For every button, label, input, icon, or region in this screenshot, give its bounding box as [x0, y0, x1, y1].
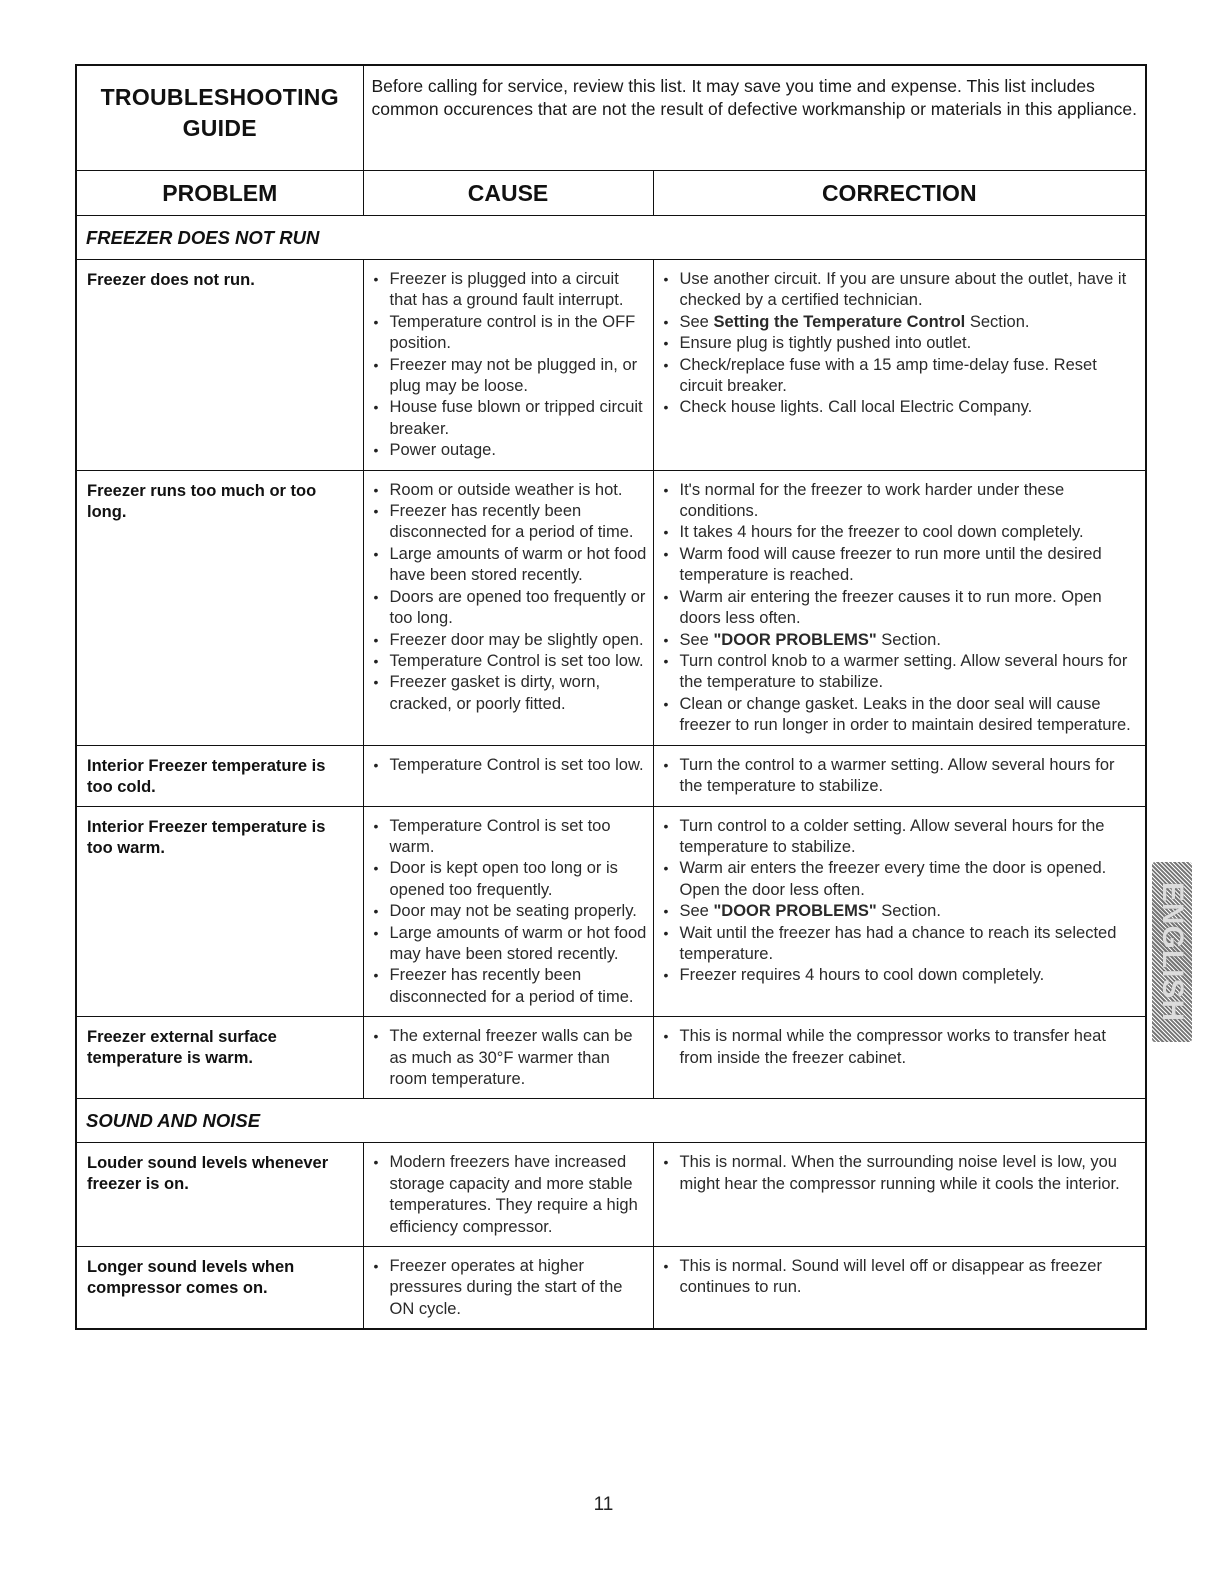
problem-cell: Interior Freezer temperature is too cold.	[76, 745, 363, 806]
correction-text: Section.	[876, 630, 941, 649]
cause-list	[372, 269, 647, 462]
correction-cell	[653, 1247, 1146, 1330]
guide-title-line2: GUIDE	[182, 115, 257, 141]
cause-item: • Freezer has recently been disconnected for a period of time.	[372, 965, 647, 1008]
correction-list	[662, 269, 1140, 419]
correction-item: • Clean or change gasket. Leaks in the door seal will cause freezer to run longer in order to maintain desired temperature.	[662, 694, 1140, 737]
problem-cell: Louder sound levels whenever freezer is on.	[76, 1143, 363, 1247]
cause-cell	[363, 1143, 653, 1247]
guide-title-line1: TROUBLESHOOTING	[100, 84, 339, 110]
cause-item: • Freezer door may be slightly open.	[372, 630, 647, 651]
column-header-correction: CORRECTION	[653, 171, 1146, 216]
correction-item	[662, 312, 1140, 333]
cause-item: • Large amounts of warm or hot food have been stored recently.	[372, 544, 647, 587]
correction-item: • This is normal. Sound will level off or disappear as freezer continues to run.	[662, 1256, 1140, 1299]
cause-list	[372, 1026, 647, 1090]
problem-row	[76, 1017, 1146, 1099]
correction-reference: Setting the Temperature Control	[713, 312, 966, 331]
correction-item: • This is normal while the compressor works to transfer heat from inside the freezer cabinet.	[662, 1026, 1140, 1069]
correction-reference: "DOOR PROBLEMS"	[713, 902, 877, 921]
guide-title	[76, 65, 363, 171]
cause-item: • Power outage.	[372, 440, 647, 461]
correction-item	[662, 630, 1140, 651]
problem-cell: Freezer external surface temperature is warm.	[76, 1017, 363, 1099]
cause-item: • Door may not be seating properly.	[372, 901, 647, 922]
problem-row	[76, 1143, 1146, 1247]
correction-cell	[653, 1143, 1146, 1247]
problem-row	[76, 470, 1146, 745]
troubleshooting-table	[75, 64, 1147, 1330]
correction-text: Section.	[876, 902, 941, 921]
cause-item: • The external freezer walls can be as much as 30°F warmer than room temperature.	[372, 1026, 647, 1090]
language-tab	[1152, 862, 1192, 1042]
correction-cell	[653, 745, 1146, 806]
cause-cell	[363, 1017, 653, 1099]
cause-item: • Temperature Control is set too warm.	[372, 816, 647, 859]
correction-list	[662, 755, 1140, 798]
cause-item: • Freezer operates at higher pressures during the start of the ON cycle.	[372, 1256, 647, 1320]
problem-row	[76, 1247, 1146, 1330]
correction-item: • Turn the control to a warmer setting. Allow several hours for the temperature to stabilize.	[662, 755, 1140, 798]
correction-item: • Ensure plug is tightly pushed into outlet.	[662, 333, 1140, 354]
troubleshooting-page	[75, 64, 1145, 1330]
correction-text: See	[679, 902, 714, 921]
correction-reference: "DOOR PROBLEMS"	[713, 630, 877, 649]
correction-item: • Turn control knob to a warmer setting. Allow several hours for the temperature to stabilize.	[662, 651, 1140, 694]
problem-cell: Freezer does not run.	[76, 260, 363, 471]
correction-list	[662, 1152, 1140, 1195]
correction-item: • It takes 4 hours for the freezer to cool down completely.	[662, 522, 1140, 543]
cause-item: • Temperature Control is set too low.	[372, 755, 647, 776]
correction-item: • This is normal. When the surrounding noise level is low, you might hear the compressor running while it cools the interior.	[662, 1152, 1140, 1195]
cause-list	[372, 1152, 647, 1238]
cause-list	[372, 480, 647, 715]
correction-list	[662, 816, 1140, 987]
column-header-cause: CAUSE	[363, 171, 653, 216]
cause-item: • Freezer has recently been disconnected for a period of time.	[372, 501, 647, 544]
cause-item: • Temperature Control is set too low.	[372, 651, 647, 672]
correction-item: • Check house lights. Call local Electric Company.	[662, 397, 1140, 418]
correction-list	[662, 480, 1140, 737]
correction-text: Section.	[965, 312, 1030, 331]
correction-item: • It's normal for the freezer to work harder under these conditions.	[662, 480, 1140, 523]
correction-cell	[653, 470, 1146, 745]
cause-item: • Temperature control is in the OFF position.	[372, 312, 647, 355]
cause-cell	[363, 1247, 653, 1330]
cause-list	[372, 816, 647, 1009]
cause-item: • Freezer is plugged into a circuit that has a ground fault interrupt.	[372, 269, 647, 312]
cause-item: • House fuse blown or tripped circuit breaker.	[372, 397, 647, 440]
problem-cell: Longer sound levels when compressor comes on.	[76, 1247, 363, 1330]
correction-list	[662, 1256, 1140, 1299]
cause-cell	[363, 806, 653, 1017]
correction-list	[662, 1026, 1140, 1069]
correction-item: • Warm air entering the freezer causes it to run more. Open doors less often.	[662, 587, 1140, 630]
problem-row	[76, 745, 1146, 806]
section-row	[76, 1099, 1146, 1143]
cause-cell	[363, 745, 653, 806]
correction-text: See	[679, 312, 714, 331]
correction-item: • Check/replace fuse with a 15 amp time-delay fuse. Reset circuit breaker.	[662, 355, 1140, 398]
correction-item: • Warm food will cause freezer to run more until the desired temperature is reached.	[662, 544, 1140, 587]
section-title: SOUND AND NOISE	[76, 1099, 1146, 1143]
problem-row	[76, 260, 1146, 471]
problem-row	[76, 806, 1146, 1017]
correction-text: See	[679, 630, 714, 649]
cause-item: • Door is kept open too long or is opened too frequently.	[372, 858, 647, 901]
cause-item: • Room or outside weather is hot.	[372, 480, 647, 501]
cause-list	[372, 755, 647, 776]
cause-item: • Freezer may not be plugged in, or plug may be loose.	[372, 355, 647, 398]
problem-cell: Freezer runs too much or too long.	[76, 470, 363, 745]
page-number: 11	[593, 1494, 614, 1515]
correction-item: • Wait until the freezer has had a chance to reach its selected temperature.	[662, 923, 1140, 966]
correction-item: • Use another circuit. If you are unsure about the outlet, have it checked by a certified technician.	[662, 269, 1140, 312]
cause-list	[372, 1256, 647, 1320]
correction-cell	[653, 260, 1146, 471]
cause-item: • Large amounts of warm or hot food may have been stored recently.	[372, 923, 647, 966]
column-header-problem: PROBLEM	[76, 171, 363, 216]
section-title: FREEZER DOES NOT RUN	[76, 216, 1146, 260]
correction-item: • Warm air enters the freezer every time the door is opened. Open the door less often.	[662, 858, 1140, 901]
cause-item: • Modern freezers have increased storage capacity and more stable temperatures. They require a high efficiency compressor.	[372, 1152, 647, 1238]
problem-cell: Interior Freezer temperature is too warm.	[76, 806, 363, 1017]
language-tab-label: ENGLISH	[1156, 881, 1189, 1023]
cause-cell	[363, 260, 653, 471]
correction-item: • Turn control to a colder setting. Allow several hours for the temperature to stabilize.	[662, 816, 1140, 859]
correction-cell	[653, 1017, 1146, 1099]
section-row	[76, 216, 1146, 260]
cause-item: • Freezer gasket is dirty, worn, cracked, or poorly fitted.	[372, 672, 647, 715]
correction-item	[662, 901, 1140, 922]
correction-cell	[653, 806, 1146, 1017]
cause-cell	[363, 470, 653, 745]
correction-item: • Freezer requires 4 hours to cool down completely.	[662, 965, 1140, 986]
cause-item: • Doors are opened too frequently or too long.	[372, 587, 647, 630]
guide-intro: Before calling for service, review this list. It may save you time and expense. This list includes common occurences that are not the result of defective workmanship or materials in this appliance.	[363, 65, 1146, 171]
